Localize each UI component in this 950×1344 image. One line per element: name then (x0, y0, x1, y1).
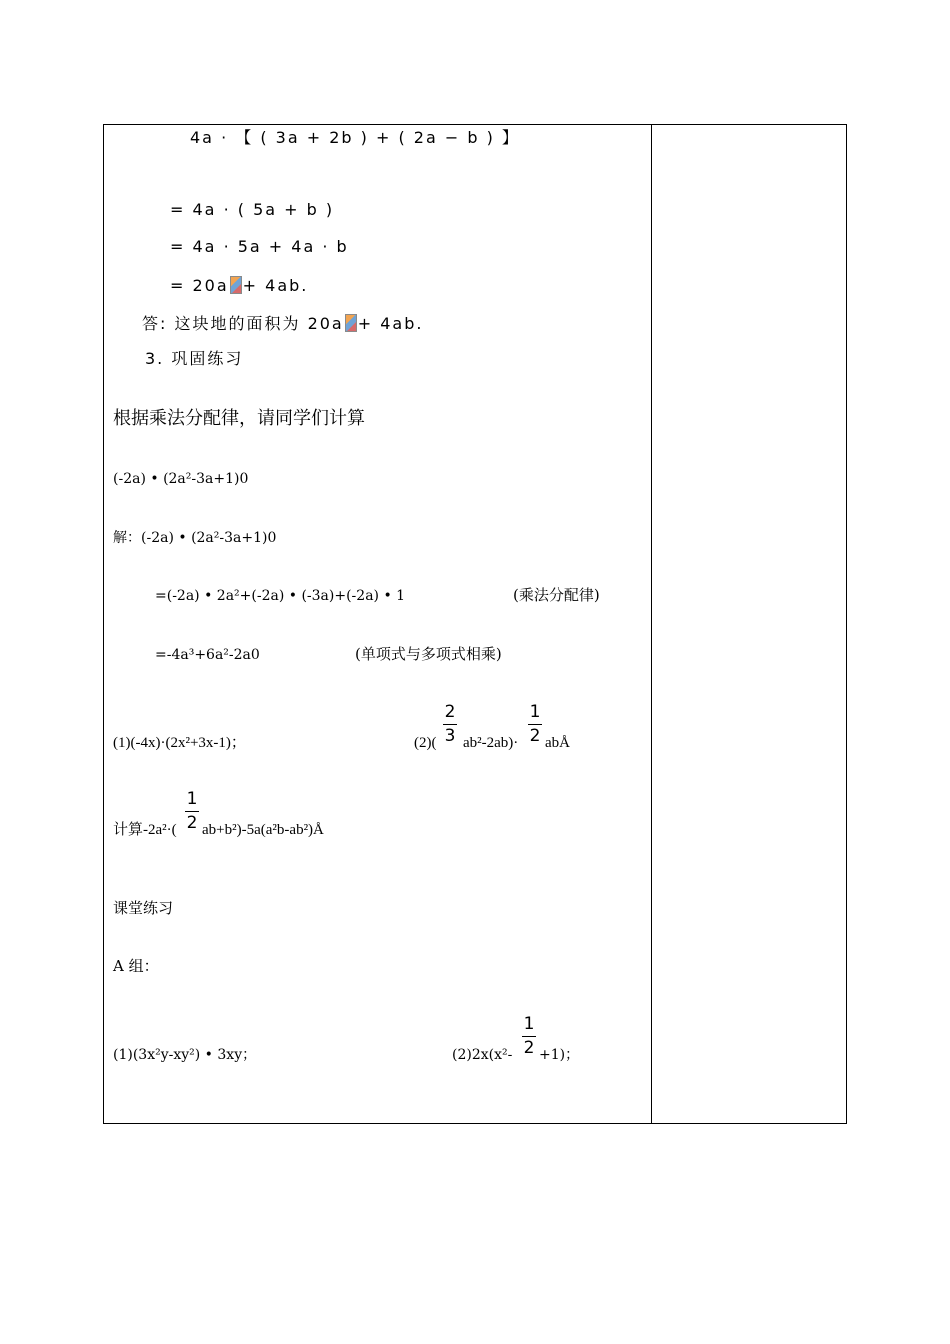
example-step-2: =-4a³+6a²-2a0 (155, 647, 260, 663)
image-placeholder-icon (345, 314, 357, 332)
classwork-problem-1: (1)(3x²y-xy²) • 3xy； (113, 1047, 257, 1063)
fraction-two-thirds (443, 704, 457, 747)
fraction-bar (443, 724, 457, 725)
solution-line-4 (170, 276, 308, 294)
solution-line-4-end: + 4ab. (242, 276, 309, 295)
classwork-heading: 课堂练习 (113, 899, 174, 917)
fraction-numerator: 1 (529, 702, 541, 722)
answer-text-end: + 4ab. (357, 314, 424, 333)
image-placeholder-icon (230, 276, 242, 294)
fraction-one-half (185, 791, 199, 834)
exercise-2-start: (2)( (414, 735, 437, 751)
fraction-numerator: 1 (523, 1014, 535, 1034)
fraction-numerator: 1 (186, 789, 198, 809)
table-column-divider (651, 124, 652, 1124)
fraction-bar (522, 1036, 536, 1037)
calc-end: ab+b²)-5a(a²b-ab²)Å (202, 822, 324, 838)
fraction-bar (528, 724, 542, 725)
lesson-table (103, 124, 847, 1124)
group-label: A 组： (113, 957, 159, 975)
fraction-denominator: 2 (523, 1038, 535, 1058)
exercise-2-middle: ab²-2ab)· (463, 735, 519, 751)
answer-line (142, 314, 423, 332)
solution-line-3: = 4a · 5a + 4a · b (170, 237, 349, 256)
solution-line-4-start: = 20a (170, 276, 229, 295)
solution-line-1: 4a · 【 ( 3a + 2b ) + ( 2a − b ) 】 (190, 128, 520, 147)
answer-text-start: 答: 这块地的面积为 20a (142, 314, 344, 333)
example-step-1: =(-2a) • 2a²+(-2a) • (-3a)+(-2a) • 1 (155, 588, 406, 604)
exercise-1: (1)(-4x)·(2x²+3x-1)； (113, 735, 246, 751)
solution-line-2: = 4a · ( 5a + b ) (170, 200, 335, 219)
fraction-one-half (522, 1016, 536, 1059)
example-problem: (-2a) • (2a²-3a+1)0 (113, 471, 249, 487)
fraction-bar (185, 811, 199, 812)
fraction-one-half (528, 704, 542, 747)
classwork-problem-2-start: (2)2x(x²- (452, 1047, 513, 1063)
intro-text: 根据乘法分配律，请同学们计算 (113, 408, 365, 429)
section-heading: 3. 巩固练习 (145, 349, 244, 368)
example-step-2-note: (单项式与多项式相乘) (355, 645, 502, 663)
fraction-denominator: 2 (186, 813, 198, 833)
fraction-denominator: 2 (529, 726, 541, 746)
calc-start: 计算-2a²·( (113, 822, 177, 838)
example-solution-label: 解：(-2a) • (2a²-3a+1)0 (113, 530, 277, 546)
fraction-denominator: 3 (444, 726, 456, 746)
classwork-problem-2-end: +1)； (539, 1047, 580, 1063)
exercise-2-end: abÅ (545, 735, 570, 751)
example-step-1-note: (乘法分配律) (513, 586, 600, 604)
fraction-numerator: 2 (444, 702, 456, 722)
